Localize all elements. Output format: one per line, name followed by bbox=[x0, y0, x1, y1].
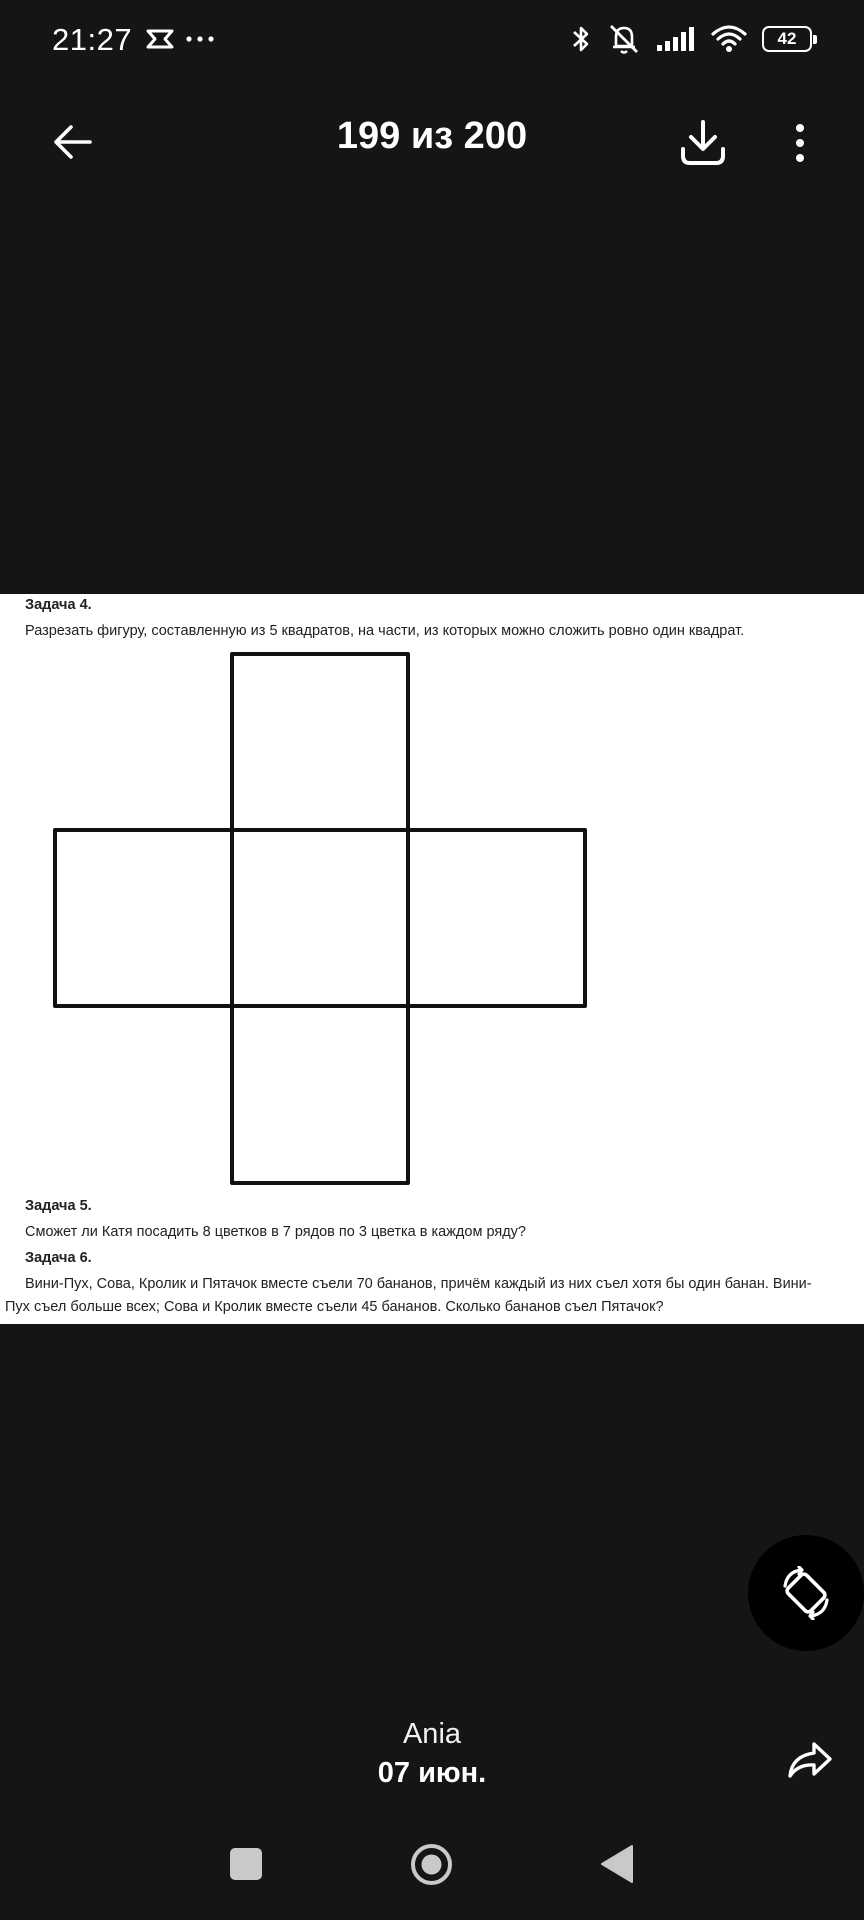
share-button[interactable] bbox=[780, 1730, 840, 1790]
battery-icon bbox=[762, 26, 812, 52]
status-bar bbox=[0, 0, 864, 84]
task6-title: Задача 6. bbox=[25, 1250, 92, 1266]
wifi-icon bbox=[710, 24, 748, 54]
arrow-left-icon bbox=[52, 124, 94, 160]
signal-icon bbox=[656, 25, 696, 53]
rotate-screen-button[interactable] bbox=[748, 1535, 864, 1651]
system-nav-bar bbox=[0, 1830, 864, 1900]
task5-text: Сможет ли Катя посадить 8 цветков в 7 рядов по 3 цветка в каждом ряду? bbox=[25, 1224, 526, 1240]
more-menu-button[interactable] bbox=[780, 113, 820, 173]
status-right-icons bbox=[570, 22, 812, 56]
page-counter: 199 из 200 bbox=[336, 115, 528, 157]
cross-square-top bbox=[232, 654, 408, 830]
more-vert-icon bbox=[794, 123, 806, 163]
nav-back-button[interactable] bbox=[600, 1844, 634, 1884]
document-image[interactable] bbox=[0, 594, 864, 1324]
status-time: 21:27 bbox=[52, 22, 133, 57]
back-button[interactable] bbox=[46, 115, 100, 169]
nav-home-button[interactable] bbox=[410, 1843, 453, 1886]
share-icon bbox=[786, 1740, 834, 1780]
viewer-header bbox=[0, 95, 864, 185]
bluetooth-icon bbox=[570, 23, 592, 55]
cross-square-bottom bbox=[232, 1006, 408, 1183]
battery-level: 42 bbox=[777, 29, 797, 48]
sent-date: 07 июн. bbox=[377, 1757, 487, 1789]
task6-line1: Вини-Пух, Сова, Кролик и Пятачок вместе съели 70 бананов, причём каждый из них съел хотя бы один банан. Вини- bbox=[25, 1276, 812, 1292]
screen-rotate-icon bbox=[779, 1566, 833, 1620]
capcut-icon bbox=[145, 26, 175, 52]
status-left-icons bbox=[145, 26, 215, 52]
sender-name: Ania bbox=[402, 1718, 462, 1750]
media-info bbox=[0, 1718, 864, 1790]
alarm-off-icon bbox=[606, 22, 642, 56]
nav-recents-button[interactable] bbox=[230, 1848, 262, 1880]
more-dots-icon bbox=[185, 34, 215, 44]
cross-square-right bbox=[408, 830, 585, 1006]
download-icon bbox=[678, 118, 728, 168]
cross-square-left bbox=[55, 830, 232, 1006]
cross-square-center bbox=[232, 830, 408, 1006]
task4-text: Разрезать фигуру, составленную из 5 квадратов, на части, из которых можно сложить ровно один квадрат. bbox=[25, 623, 745, 639]
cross-figure bbox=[0, 594, 864, 1324]
task5-title: Задача 5. bbox=[25, 1198, 92, 1214]
task4-title: Задача 4. bbox=[25, 597, 92, 613]
task6-line2: Пух съел больше всех; Сова и Кролик вместе съели 45 бананов. Сколько бананов съел Пятачок? bbox=[5, 1299, 664, 1315]
download-button[interactable] bbox=[673, 113, 733, 173]
